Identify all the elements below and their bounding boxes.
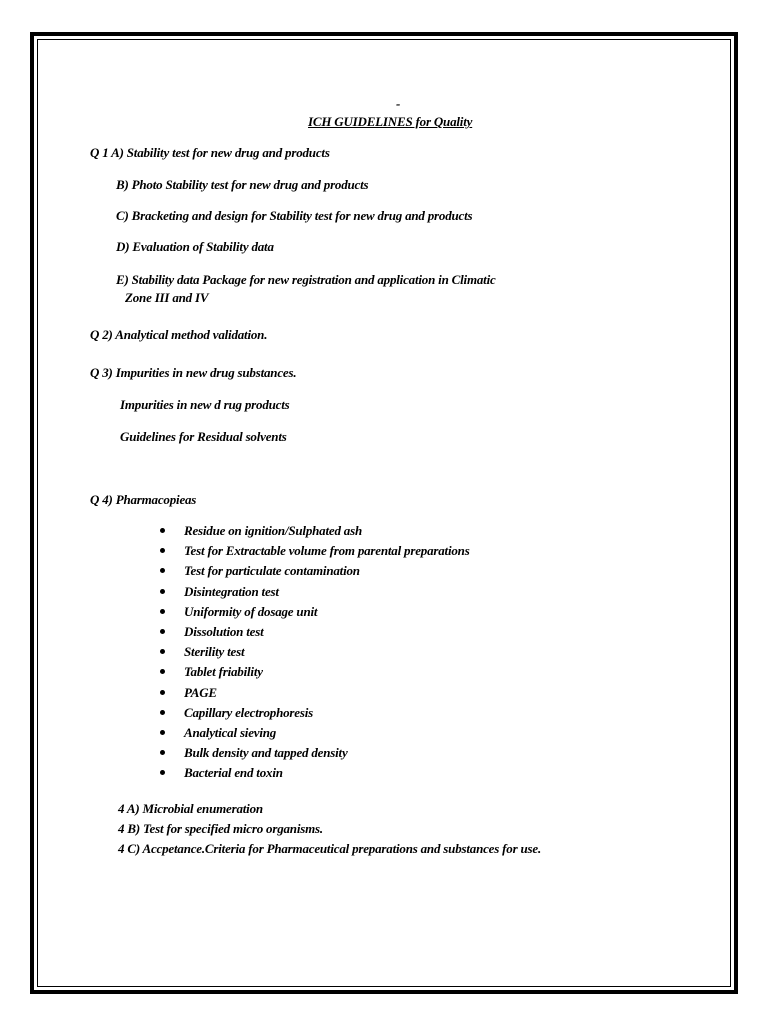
list-item: [160, 664, 470, 684]
list-item-label: Bacterial end toxin: [184, 765, 283, 781]
q4-bullet-list: [160, 523, 470, 785]
bullet-icon: [160, 710, 165, 715]
q1-d: D) Evaluation of Stability data: [116, 239, 274, 254]
list-item-label: Residue on ignition/Sulphated ash: [184, 523, 362, 538]
q3-main: Q 3) Impurities in new drug substances.: [90, 365, 297, 380]
list-item-label: Sterility test: [184, 644, 245, 660]
bullet-icon: [160, 649, 165, 654]
list-item: [160, 543, 470, 563]
bullet-icon: [160, 568, 165, 573]
q1-e-line1: E) Stability data Package for new registration and application in Climatic: [116, 272, 496, 287]
q3-sub1: Impurities in new d rug products: [120, 397, 290, 412]
list-item: [160, 705, 470, 725]
q4-main: Q 4) Pharmacopieas: [90, 492, 197, 507]
list-item: [160, 765, 470, 785]
q3-sub2: Guidelines for Residual solvents: [120, 429, 287, 444]
bullet-icon: [160, 528, 165, 533]
list-item-label: Uniformity of dosage unit: [184, 603, 318, 619]
q1-b: B) Photo Stability test for new drug and products: [116, 177, 369, 192]
list-item: [160, 745, 470, 765]
list-item-label: Analytical sieving: [184, 724, 277, 740]
q2: Q 2) Analytical method validation.: [90, 327, 268, 342]
list-item: [160, 644, 470, 664]
list-item-label: Disintegration test: [184, 583, 279, 599]
bullet-icon: [160, 548, 165, 553]
bullet-icon: [160, 750, 165, 755]
list-item-label: Test for Extractable volume from parental preparations: [184, 543, 470, 559]
list-item: [160, 563, 470, 583]
list-item-label: Test for particulate contamination: [184, 563, 360, 579]
q4-c: 4 C) Accpetance.Criteria for Pharmaceutical preparations and substances for use.: [118, 841, 541, 856]
q1-e-line2: Zone III and IV: [125, 290, 209, 305]
q4-b: 4 B) Test for specified micro organisms.: [118, 821, 323, 836]
list-item: [160, 604, 470, 624]
bullet-icon: [160, 609, 165, 614]
page-title: ICH GUIDELINES for Quality: [308, 114, 473, 129]
bullet-icon: [160, 690, 165, 695]
bullet-icon: [160, 589, 165, 594]
bullet-icon: [160, 730, 165, 735]
title-dash: -: [396, 96, 401, 111]
q4-a: 4 A) Microbial enumeration: [118, 801, 263, 816]
bullet-icon: [160, 669, 165, 674]
list-item: [160, 685, 470, 705]
list-item: [160, 584, 470, 604]
list-item: [160, 523, 470, 543]
bullet-icon: [160, 770, 165, 775]
list-item-label: PAGE: [184, 684, 217, 700]
list-item-label: Bulk density and tapped density: [184, 745, 348, 761]
list-item-label: Dissolution test: [184, 623, 264, 639]
bullet-icon: [160, 629, 165, 634]
list-item-label: Capillary electrophoresis: [184, 704, 313, 720]
q1-a: Q 1 A) Stability test for new drug and products: [90, 145, 330, 160]
list-item: [160, 725, 470, 745]
q1-c: C) Bracketing and design for Stability test for new drug and products: [116, 208, 473, 223]
list-item: [160, 624, 470, 644]
list-item-label: Tablet friability: [184, 664, 263, 680]
